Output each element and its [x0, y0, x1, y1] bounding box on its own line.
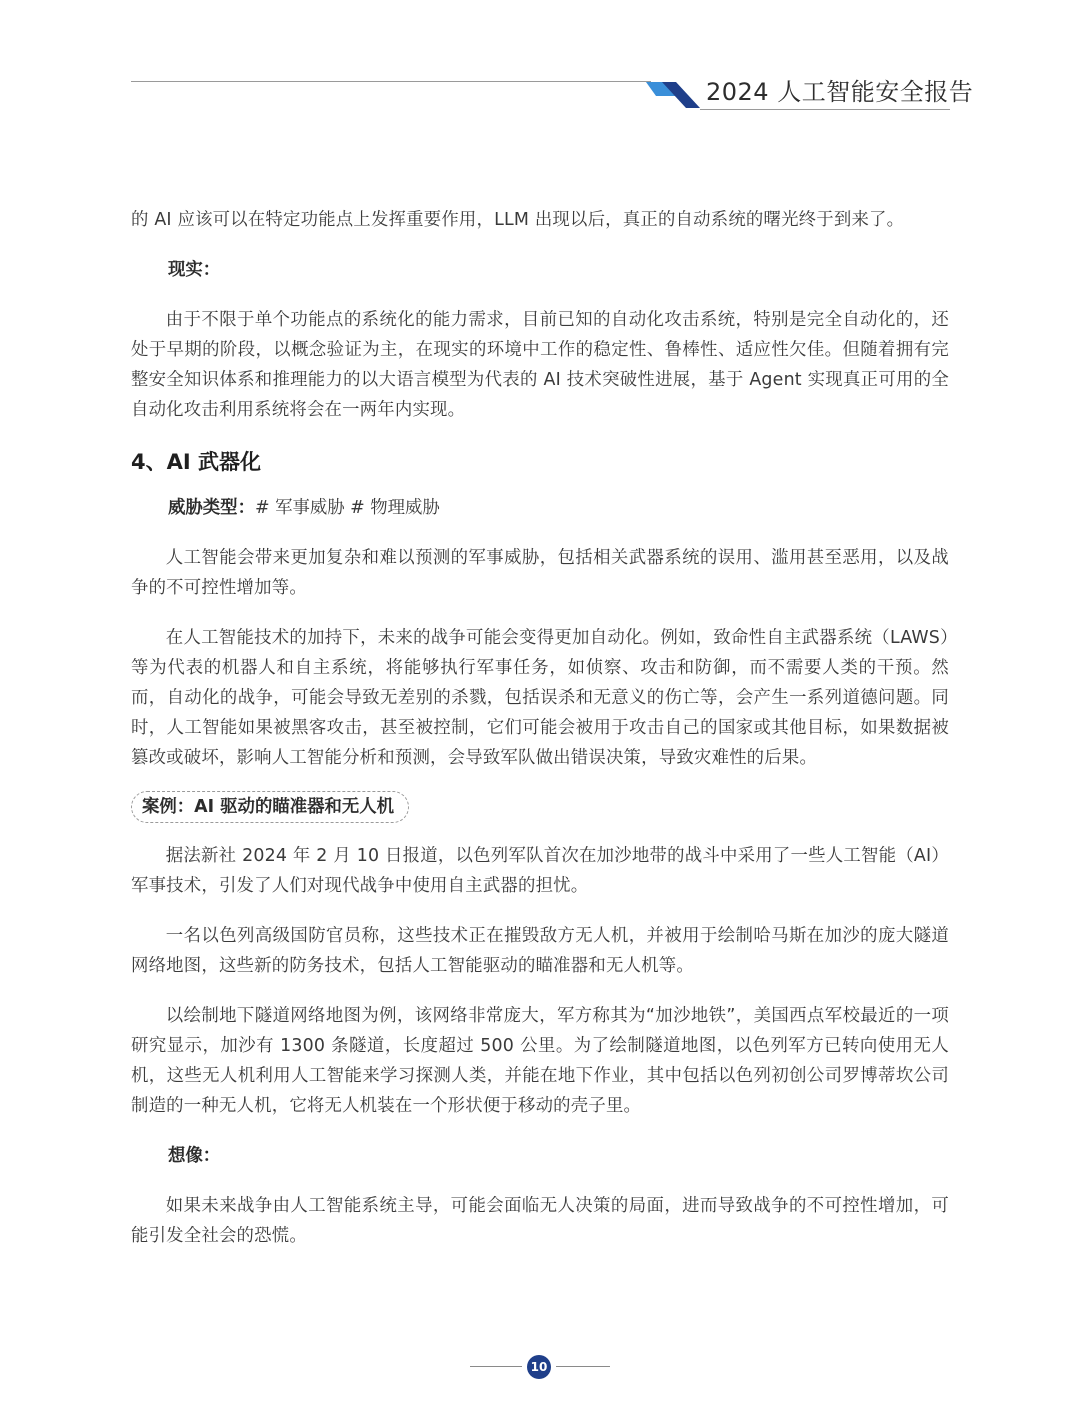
subheading-reality: 现实：	[168, 260, 221, 280]
header-rule-right	[700, 109, 950, 110]
paragraph-military-1: 人工智能会带来更加复杂和难以预测的军事威胁，包括相关武器系统的误用、滥用甚至恶用，以及战争的不可控性增加等。	[131, 548, 949, 598]
paragraph-case-2: 一名以色列高级国防官员称，这些技术正在摧毁敌方无人机，并被用于绘制哈马斯在加沙的庞大隧道网络地图，这些新的防务技术，包括人工智能驱动的瞄准器和无人机等。	[131, 926, 949, 976]
paragraph-reality: 由于不限于单个功能点的系统化的能力需求，目前已知的自动化攻击系统，特别是完全自动化的，还处于早期的阶段，以概念验证为主，在现实的环境中工作的稳定性、鲁棒性、适应性欠佳。但随着拥有完整安全知识体系和推理能力的以大语言模型为代表的 AI 技术突破性进展，基于 Agent 实现真正可用的全自动化攻击利用系统将会在一两年内实现。	[131, 310, 949, 420]
page-footer	[470, 1353, 610, 1381]
header-rule-left	[131, 81, 651, 82]
threat-type-label: 威胁类型：	[168, 498, 255, 518]
case-label: 案例：AI 驱动的瞄准器和无人机	[131, 791, 409, 823]
footer-rule-right	[556, 1366, 610, 1367]
page-content	[131, 205, 949, 1251]
header-chevron-icon	[640, 74, 704, 110]
paragraph-imagine: 如果未来战争由人工智能系统主导，可能会面临无人决策的局面，进而导致战争的不可控性增加，可能引发全社会的恐慌。	[131, 1196, 949, 1246]
threat-type	[131, 493, 949, 523]
paragraph-case-1: 据法新社 2024 年 2 月 10 日报道，以色列军队首次在加沙地带的战斗中采用了一些人工智能（AI）军事技术，引发了人们对现代战争中使用自主武器的担忧。	[131, 846, 949, 896]
paragraph-military-2: 在人工智能技术的加持下，未来的战争可能会变得更加自动化。例如，致命性自主武器系统（LAWS）等为代表的机器人和自主系统，将能够执行军事任务，如侦察、攻击和防御，而不需要人类的干预。然而，自动化的战争，可能会导致无差别的杀戮，包括误杀和无意义的伤亡等，会产生一系列道德问题。同时，人工智能如果被黑客攻击，甚至被控制，它们可能会被用于攻击自己的国家或其他目标，如果数据被篡改或破坏，影响人工智能分析和预测，会导致军队做出错误决策，导致灾难性的后果。	[131, 628, 949, 768]
subheading-imagine: 想像：	[168, 1146, 221, 1166]
paragraph-case-3: 以绘制地下隧道网络地图为例，该网络非常庞大，军方称其为“加沙地铁”，美国西点军校最近的一项研究显示，加沙有 1300 条隧道，长度超过 500 公里。为了绘制隧道地图，以色列军方已转向使用无人机，这些无人机利用人工智能来学习探测人类，并能在地下作业，其中包括以色列初创公司罗博蒂坎公司制造的一种无人机，它将无人机装在一个形状便于移动的壳子里。	[131, 1006, 949, 1116]
footer-rule-left	[470, 1366, 522, 1367]
threat-type-value: # 军事威胁 # 物理威胁	[254, 498, 440, 518]
page-number: 10	[527, 1355, 551, 1379]
paragraph-continued: 的 AI 应该可以在特定功能点上发挥重要作用，LLM 出现以后，真正的自动系统的曙光终于到来了。	[131, 210, 905, 230]
section-title: 4、AI 武器化	[131, 450, 261, 474]
report-title: 2024 人工智能安全报告	[706, 78, 974, 106]
